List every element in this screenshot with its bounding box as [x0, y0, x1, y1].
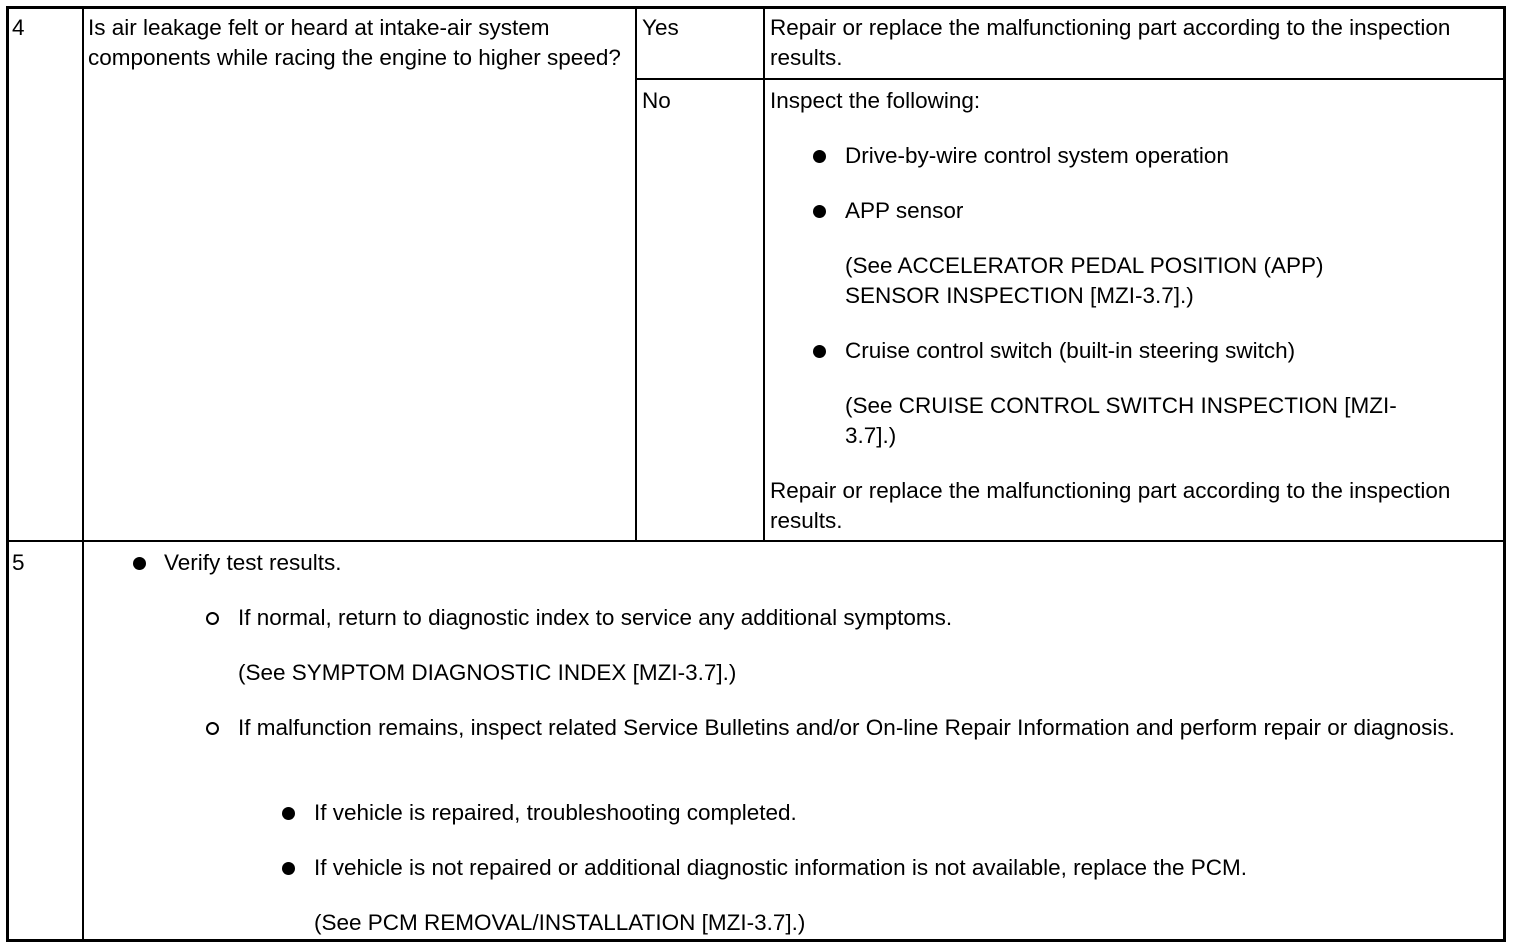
bullet-icon — [813, 205, 826, 218]
app-sensor-reference: (See ACCELERATOR PEDAL POSITION (APP) SENSOR INSPECTION [MZI-3.7].) — [845, 253, 1324, 308]
circle-bullet-icon — [206, 722, 219, 735]
bullet-icon — [282, 807, 295, 820]
inspect-item-app-sensor: APP sensor — [845, 198, 964, 223]
pcm-removal-reference: (See PCM REMOVAL/INSTALLATION [MZI-3.7].) — [314, 910, 806, 935]
yes-action-text: Repair or replace the malfunctioning part according to the inspection results. — [770, 15, 1451, 70]
circle-bullet-icon — [206, 612, 219, 625]
vehicle-not-repaired-text: If vehicle is not repaired or additional diagnostic information is not available, replace the PCM. — [314, 855, 1248, 880]
bullet-icon — [813, 345, 826, 358]
step-4-question: Is air leakage felt or heard at intake-air system components while racing the engine to higher speed? — [88, 15, 621, 70]
no-answer-label: No — [642, 88, 671, 113]
no-action-text: Repair or replace the malfunctioning part according to the inspection results. — [770, 478, 1451, 533]
column-divider-answer — [763, 6, 765, 540]
column-divider-step — [82, 6, 84, 942]
no-intro-text: Inspect the following: — [770, 88, 981, 113]
normal-result-text: If normal, return to diagnostic index to service any additional symptoms. — [238, 605, 953, 630]
bullet-icon — [133, 557, 146, 570]
verify-results-text: Verify test results. — [164, 550, 342, 575]
bullet-icon — [813, 150, 826, 163]
yes-answer-label: Yes — [642, 15, 679, 40]
step-4-number: 4 — [12, 15, 25, 40]
step-5-number: 5 — [12, 550, 25, 575]
bullet-icon — [282, 862, 295, 875]
row-divider-step4-step5 — [6, 540, 1506, 542]
symptom-index-reference: (See SYMPTOM DIAGNOSTIC INDEX [MZI-3.7].) — [238, 660, 737, 685]
column-divider-question — [635, 6, 637, 540]
inspect-item-cruise-control: Cruise control switch (built-in steering switch) — [845, 338, 1296, 363]
cruise-control-reference: (See CRUISE CONTROL SWITCH INSPECTION [MZI-3.7].) — [845, 393, 1397, 448]
row-divider-yes-no — [635, 78, 1504, 80]
inspect-item-drive-by-wire: Drive-by-wire control system operation — [845, 143, 1229, 168]
malfunction-remains-text: If malfunction remains, inspect related Service Bulletins and/or On-line Repair Information and perform repair or diagnosis. — [238, 715, 1455, 740]
vehicle-repaired-text: If vehicle is repaired, troubleshooting completed. — [314, 800, 797, 825]
